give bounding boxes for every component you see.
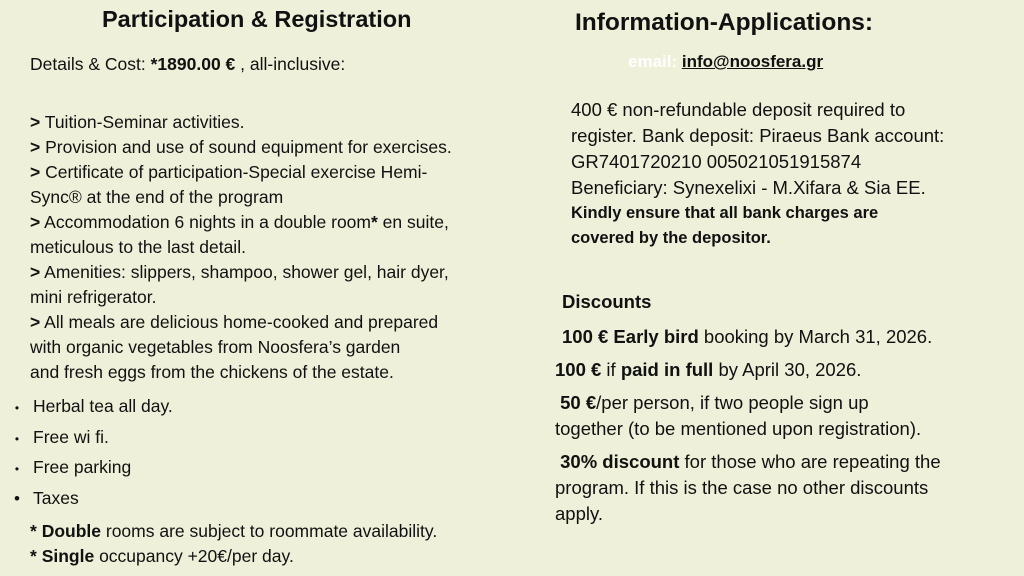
details-price: *1890.00 € xyxy=(150,54,236,74)
email-label: email: xyxy=(628,52,682,71)
details-cost-line xyxy=(30,54,345,75)
discount-repeating: 30% discount for those who are repeating the program. If this is the case no other discounts apply. xyxy=(555,451,941,524)
details-suffix: , all-inclusive: xyxy=(235,54,346,74)
bullet-icon: • xyxy=(14,431,20,446)
inclusion-item: > All meals are delicious home-cooked and prepared with organic vegetables from Noosfera’s garden and fresh eggs from the chickens of the estate. xyxy=(30,312,439,382)
double-room-note: * Double rooms are subject to roommate availability. xyxy=(30,521,438,541)
bank-charges-note: Kindly ensure that all bank charges are xyxy=(571,204,879,222)
single-room-note: * Single occupancy +20€/per day. xyxy=(30,546,294,566)
discount-two-people: 50 €/per person, if two people sign up together (to be mentioned upon registration). xyxy=(555,392,922,439)
deposit-info: 400 € non-refundable deposit required to register. Bank deposit: Piraeus Bank account: GR7401720210 005021051915874 Beneficiary: Synexelixi - M.Xifara & Sia EE. Kindly ensure that all bank charges are covered by the depositor. xyxy=(571,99,945,247)
inclusion-item: > Certificate of participation-Special exercise Hemi- Sync® at the end of the program xyxy=(30,162,428,207)
details-prefix: Details & Cost: xyxy=(30,54,151,74)
information-title: Information-Applications: xyxy=(575,9,874,36)
room-notes xyxy=(30,519,437,569)
discount-early-bird: 100 € Early bird booking by March 31, 2026. xyxy=(562,326,933,347)
inclusion-item: > Provision and use of sound equipment for exercises. xyxy=(30,137,452,157)
bullet-icon: • xyxy=(14,489,20,509)
discount-paid-in-full: 100 € if paid in full by April 30, 2026. xyxy=(555,359,862,380)
bullet-icon: • xyxy=(14,462,20,477)
discounts-title: Discounts xyxy=(562,291,652,312)
email-line xyxy=(628,52,823,72)
inclusion-item: > Accommodation 6 nights in a double room* en suite, meticulous to the last detail. xyxy=(30,212,449,257)
inclusions-list xyxy=(30,110,452,385)
inclusion-item: > Amenities: slippers, shampoo, shower gel, hair dyer, mini refrigerator. xyxy=(30,262,449,307)
inclusion-item: > Tuition-Seminar activities. xyxy=(30,112,245,132)
email-link[interactable]: info@noosfera.gr xyxy=(681,52,824,71)
bullet-icon: • xyxy=(14,401,20,415)
participation-title: Participation & Registration xyxy=(102,6,412,32)
